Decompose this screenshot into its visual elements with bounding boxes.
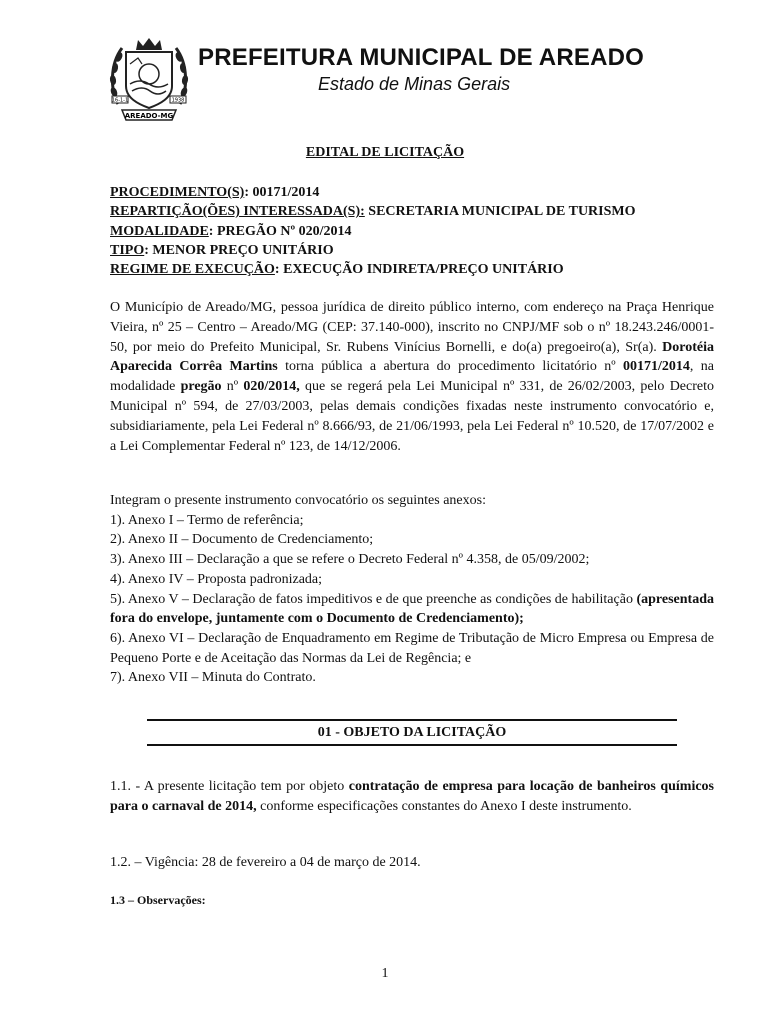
meta-value: PREGÃO Nº 020/2014 (216, 223, 352, 239)
intro-text: , na modalidade (110, 359, 714, 395)
document-title: EDITAL DE LICITAÇÃO (305, 145, 465, 160)
seal-ribbon-text: AREADO-MG (124, 112, 174, 120)
annex-item: 7). Anexo VII – Minuta do Contrato. (110, 670, 316, 686)
annex-item: 6). Anexo VI – Declaração de Enquadramento em Regime de Tributação de Micro Empresa ou Empresa de Pequeno Porte e de Aceitação das Normas da Lei de Regência; e (110, 630, 714, 666)
meta-value: MENOR PREÇO UNITÁRIO (152, 242, 334, 258)
meta-line-department (110, 202, 720, 221)
meta-key: REPARTIÇÃO(ÕES) INTERESSADA(S): (110, 204, 365, 220)
seal-right-date: 1938 (171, 97, 185, 104)
annex-bold-note: (apresentada fora do envelope, juntamente com o Documento de Credenciamento); (110, 591, 714, 627)
meta-sep: : (244, 185, 253, 200)
clause-text: 1.1. - A presente licitação tem por objeto (110, 779, 349, 794)
intro-paragraph (110, 298, 714, 456)
meta-key: REGIME DE EXECUÇÃO (110, 262, 275, 278)
annex-item (110, 590, 714, 629)
municipal-seal-icon (108, 34, 190, 124)
pregao-number: 020/2014, (243, 379, 300, 395)
meta-value: EXECUÇÃO INDIRETA/PREÇO UNITÁRIO (283, 262, 564, 278)
intro-text: torna pública a abertura do procedimento licitatório nº (277, 359, 623, 375)
clause-text: conforme especificações constantes do Anexo I deste instrumento. (256, 798, 632, 814)
section-heading: 01 - OBJETO DA LICITAÇÃO (147, 719, 677, 746)
page-number: 1 (381, 966, 389, 981)
meta-sep: : (208, 223, 217, 239)
meta-key: PROCEDIMENTO(S) (110, 185, 245, 200)
pregoeiro-name: Dorotéia Aparecida Corrêa Martins (110, 339, 714, 375)
annex-text: 5). Anexo V – Declaração de fatos impeditivos e de que preenche as condições de habilitação (110, 591, 637, 607)
meta-key: TIPO (110, 242, 145, 258)
meta-key: MODALIDADE (110, 223, 209, 239)
annex-item: 4). Anexo IV – Proposta padronizada; (110, 571, 323, 587)
letterhead (100, 32, 700, 127)
meta-line-procedure (110, 183, 720, 202)
meta-sep: : (274, 262, 284, 278)
annex-item: 1). Anexo I – Termo de referência; (110, 512, 304, 528)
annex-intro: Integram o presente instrumento convocatório os seguintes anexos: (110, 493, 486, 508)
seal-left-date: 16-1-1 (111, 97, 129, 104)
meta-value: SECRETARIA MUNICIPAL DE TURISMO (368, 204, 636, 220)
clause-1-1 (110, 777, 714, 817)
clause-1-2: 1.2. – Vigência: 28 de fevereiro a 04 de março de 2014. (110, 855, 421, 870)
intro-text: que se regerá pela Lei Municipal nº 331, de 26/02/2003, pelo Decreto Municipal nº 594, de 27/03/2003, pelas demais condições fixadas neste instrumento convocatório e, subsidiariamente, pela Lei Federal nº 8.666/93, de 21/06/1993, pela Lei Federal nº 10.520, de 17/07/2002 e a Lei Complementar Federal nº 123, de 14/12/2006. (110, 379, 714, 454)
page-subtitle: Estado de Minas Gerais (318, 74, 511, 94)
procedure-number: 00171/2014 (622, 359, 690, 375)
clause-1-3: 1.3 – Observações: (110, 893, 206, 907)
procedure-details (110, 183, 720, 279)
meta-line-type (110, 241, 720, 260)
intro-text: nº (221, 379, 244, 395)
intro-text: O Município de Areado/MG, pessoa jurídica de direito público interno, com endereço na Praça Henrique Vieira, nº 25 – Centro – Areado/MG (CEP: 37.140-000), inscrito no CNPJ/MF sob o nº 18.243.246/0001-50, por meio do Prefeito Municipal, Sr. Rubens Vinícius Bornelli, e do(a) pregoeiro(a), Sr(a). (110, 300, 714, 355)
annex-list (110, 491, 714, 688)
modality-word: pregão (180, 379, 222, 395)
meta-line-modality (110, 222, 720, 241)
annex-item: 2). Anexo II – Documento de Credenciamento; (110, 532, 374, 548)
clause-object: contratação de empresa para locação de banheiros químicos para o carnaval de 2014, (110, 779, 714, 814)
meta-sep: : (144, 242, 153, 258)
annex-item: 3). Anexo III – Declaração a que se refere o Decreto Federal nº 4.358, de 05/09/2002; (110, 552, 590, 568)
page-title: PREFEITURA MUNICIPAL DE AREADO (198, 44, 645, 71)
meta-value: 00171/2014 (252, 185, 320, 200)
meta-line-regime (110, 260, 720, 279)
